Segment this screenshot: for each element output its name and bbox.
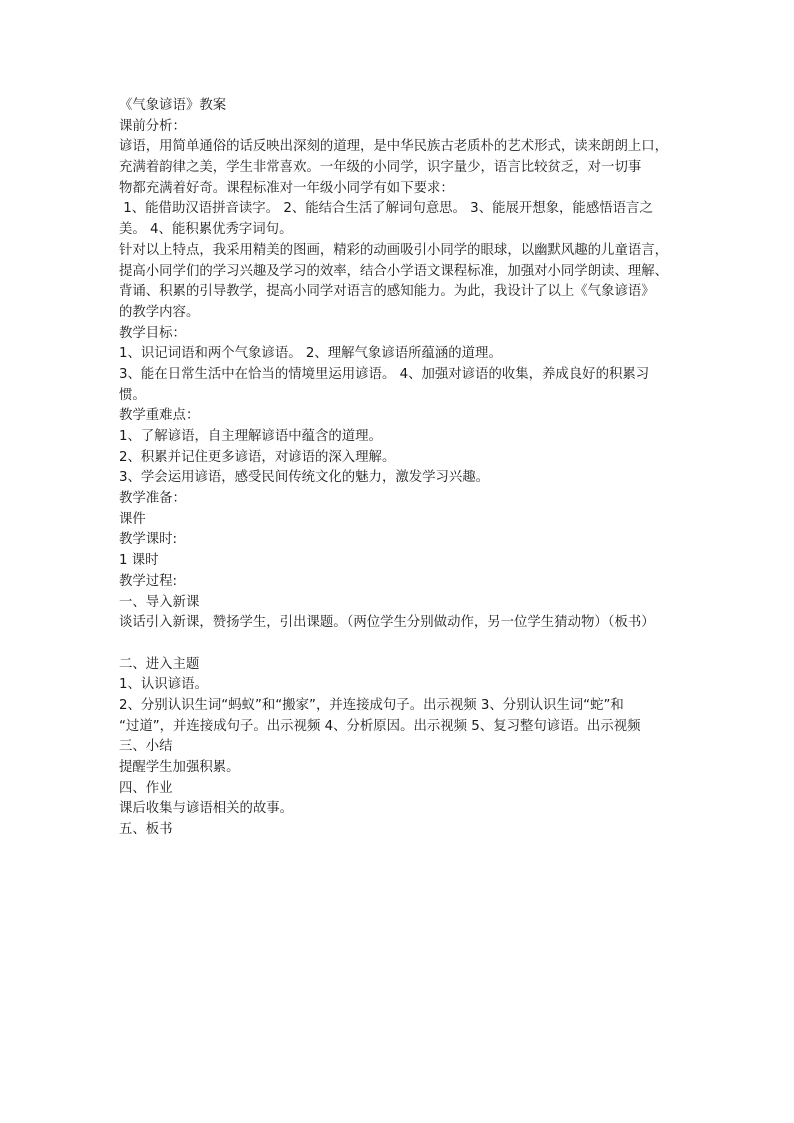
paragraph-line: 针对以上特点，我采用精美的图画，精彩的动画吸引小同学的眼球，以幽默风趣的儿童语言， [119,242,669,258]
paragraph-line: 物都充满着好奇。课程标准对一年级小同学有如下要求： [119,180,454,196]
list-item: 3、学会运用谚语，感受民间传统文化的魅力，激发学习兴趣。 [119,470,490,486]
subsection-heading: 五、板书 [119,822,173,838]
section-heading-pre-analysis: 课前分析： [119,118,186,134]
section-heading-preparation: 教学准备： [119,491,186,507]
blank-line [119,634,681,655]
list-item: 1、了解谚语，自主理解谚语中蕴含的道理。 [119,429,382,444]
list-item: 3、能在日常生活中在恰当的情境里运用谚语。 4、加强对谚语的收集，养成良好的积累习 [119,366,650,382]
section-heading-process: 教学过程: [119,573,178,589]
list-item: 惯。 [119,387,146,403]
paragraph-line: 提高小同学们的学习兴趣及学习的效率，结合小学语文课程标准，加强对小同学朗读、理解、 [119,263,669,279]
section-heading-objectives: 教学目标： [119,325,186,341]
subsection-heading: 四、作业 [119,780,173,796]
paragraph-line: 课件 [119,511,146,527]
paragraph-line: 背诵、积累的引导教学，提高小同学对语言的感知能力。为此，我设计了以上《气象谚语》 [119,284,655,300]
subsection-heading: 三、小结 [119,739,173,755]
list-item: 2、积累并记住更多谚语，对谚语的深入理解。 [119,449,396,465]
list-item: 1、认识谚语。 [119,677,208,693]
section-heading-hours: 教学课时: [119,532,178,548]
subsection-heading: 二、进入主题 [119,656,200,672]
paragraph-line: 1 课时 [119,553,159,569]
list-item: 1、识记词语和两个气象谚语。 2、理解气象谚语所蕴涵的道理。 [119,346,502,362]
paragraph-line: 1、能借助汉语拼音读字。 2、能结合生活了解词句意思。 3、能展开想象，能感悟语言之 [119,201,653,217]
subsection-heading: 一、导入新课 [119,594,200,610]
paragraph-line: 谈话引入新课，赞扬学生，引出课题。（两位学生分别做动作，另一位学生猜动物）（板书） [119,615,655,631]
paragraph-line: 的教学内容。 [119,304,200,320]
paragraph-line: 谚语，用简单通俗的话反映出深刻的道理，是中华民族古老质朴的艺术形式，读来朗朗上口， [119,139,669,155]
document-title: 《气象谚语》教案 [119,98,227,113]
list-item: “过道”，并连接成句子。出示视频 4、分析原因。出示视频 5、复习整句谚语。出示视频 [119,718,641,734]
document-body [119,96,681,841]
paragraph-line: 美。 4、能积累优秀字词句。 [119,222,293,238]
paragraph-line: 充满着韵律之美，学生非常喜欢。一年级的小同学，识字量少，语言比较贫乏，对一切事 [119,160,642,176]
paragraph-line: 课后收集与谚语相关的故事。 [119,801,294,817]
paragraph-line: 提醒学生加强积累。 [119,760,240,775]
list-item: 2、分别认识生词“蚂蚁”和“搬家”，并连接成句子。出示视频 3、分别认识生词“蛇”和 [119,697,624,713]
section-heading-key-points: 教学重难点： [119,408,200,424]
